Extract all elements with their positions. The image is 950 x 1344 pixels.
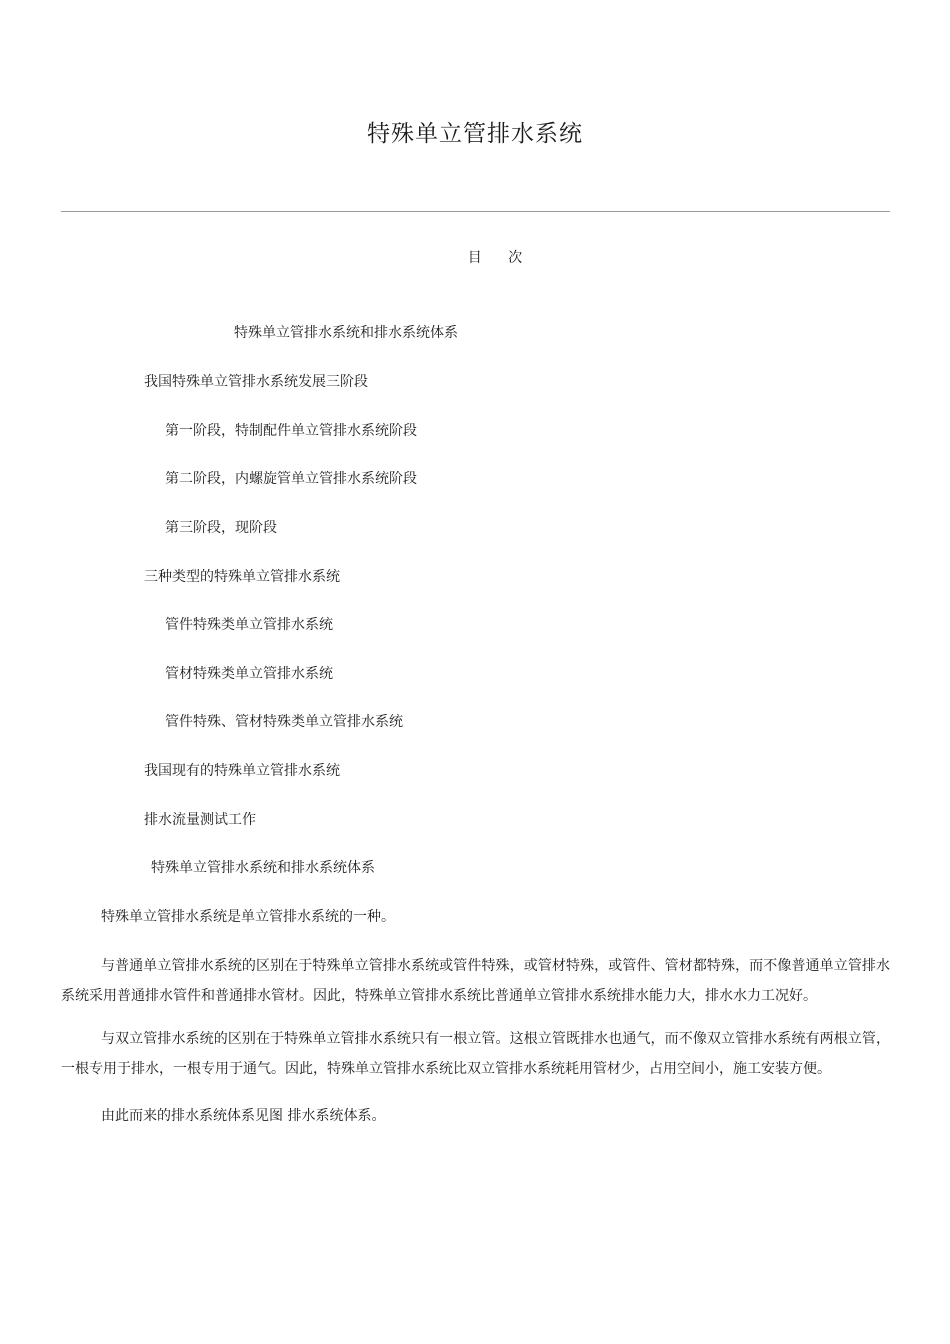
body-paragraph: 与普通单立管排水系统的区别在于特殊单立管排水系统或管件特殊，或管材特殊，或管件、管材都特殊，而不像普通单立管排水系统采用普通排水管件和普通排水管材。因此，特殊单立管排水系统比普通单立管排水系统排水能力大，排水水力工况好。 [61,958,890,1004]
toc-item-subsection[interactable]: 第一阶段，特制配件单立管排水系统阶段 [165,423,417,439]
toc-item-subsection[interactable]: 第三阶段，现阶段 [165,520,277,536]
toc-item-chapter[interactable]: 特殊单立管排水系统和排水系统体系 [234,325,458,341]
document-title: 特殊单立管排水系统 [367,121,583,147]
toc-item-section[interactable]: 三种类型的特殊单立管排水系统 [144,569,340,585]
toc-item-subsection[interactable]: 管件特殊类单立管排水系统 [165,617,333,633]
toc-heading: 目 次 [467,250,523,266]
toc-item-section[interactable]: 我国现有的特殊单立管排水系统 [144,763,340,779]
body-paragraph: 特殊单立管排水系统是单立管排水系统的一种。 [101,909,395,925]
toc-item-subsection[interactable]: 第二阶段，内螺旋管单立管排水系统阶段 [165,471,417,487]
section-heading: 特殊单立管排水系统和排水系统体系 [151,860,375,876]
header-divider [61,211,890,212]
toc-item-subsection[interactable]: 管材特殊类单立管排水系统 [165,666,333,682]
toc-item-section[interactable]: 我国特殊单立管排水系统发展三阶段 [144,374,368,390]
toc-item-subsection[interactable]: 管件特殊、管材特殊类单立管排水系统 [165,714,403,730]
body-paragraph: 与双立管排水系统的区别在于特殊单立管排水系统只有一根立管。这根立管既排水也通气，而不像双立管排水系统有两根立管，一根专用于排水，一根专用于通气。因此，特殊单立管排水系统比双立管排水系统耗用管材少，占用空间小，施工安装方便。 [61,1031,890,1077]
body-paragraph: 由此而来的排水系统体系见图 排水系统体系。 [101,1108,386,1124]
toc-item-section[interactable]: 排水流量测试工作 [144,812,256,828]
